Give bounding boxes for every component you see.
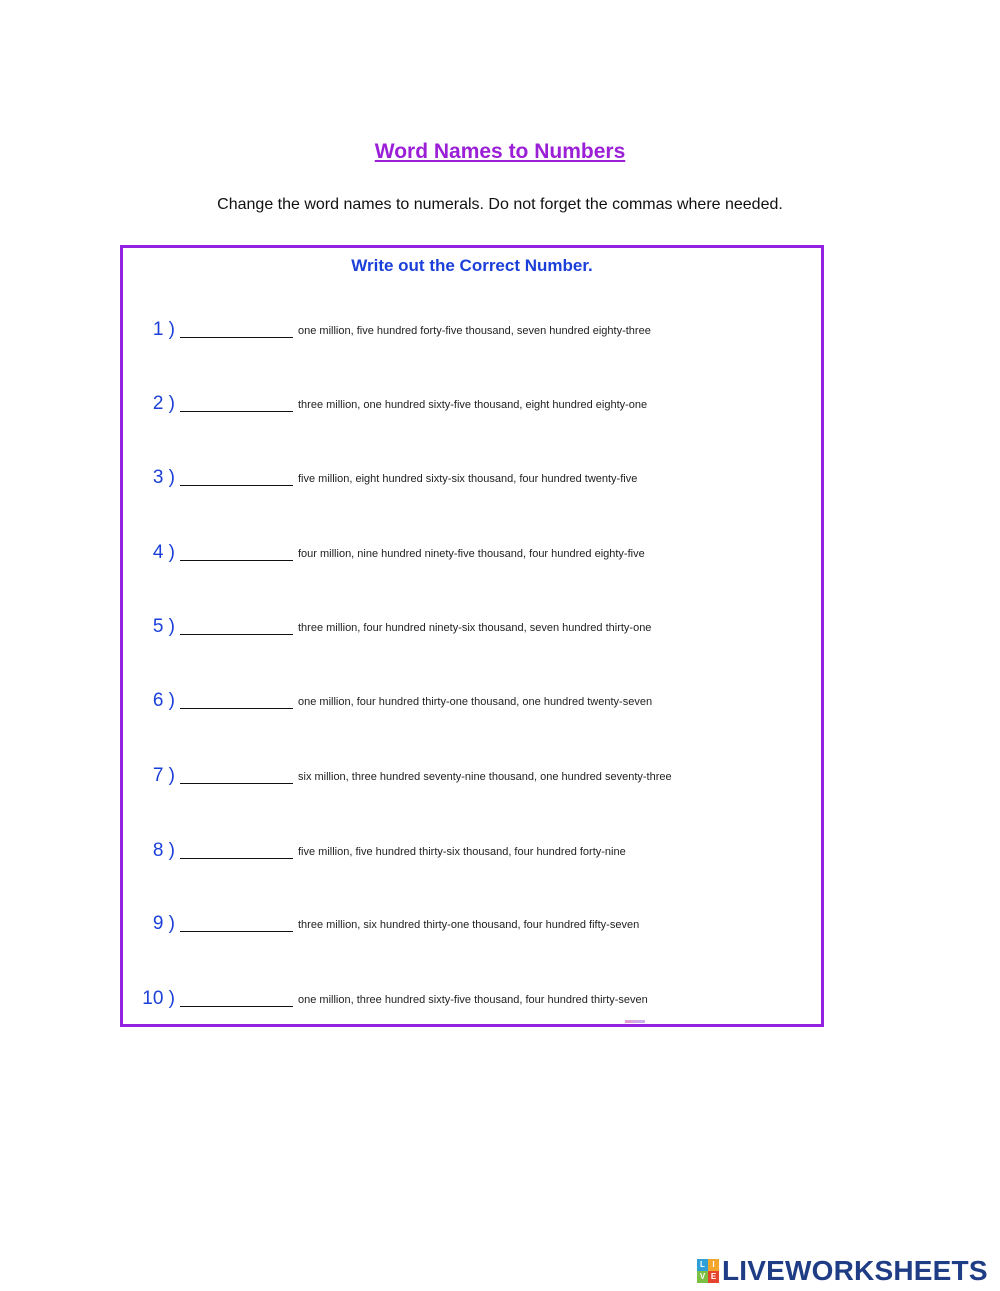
- problem-words: five million, five hundred thirty-six thousand, four hundred forty-nine: [298, 846, 626, 858]
- problem-number: 3 ): [152, 467, 175, 488]
- logo-block-i: I: [708, 1259, 719, 1271]
- problem-words: one million, three hundred sixty-five thousand, four hundred thirty-seven: [298, 994, 648, 1006]
- answer-line: [180, 708, 293, 709]
- answer-line: [180, 634, 293, 635]
- answer-line: [180, 1006, 293, 1007]
- answer-input-9[interactable]: [180, 913, 293, 932]
- worksheet-heading: Write out the Correct Number.: [351, 256, 593, 275]
- answer-input-6[interactable]: [180, 690, 293, 709]
- problem-words: three million, four hundred ninety-six thousand, seven hundred thirty-one: [298, 622, 652, 634]
- page-title: Word Names to Numbers: [374, 140, 626, 163]
- answer-input-8[interactable]: [180, 840, 293, 859]
- problem-words: three million, six hundred thirty-one thousand, four hundred fifty-seven: [298, 919, 640, 931]
- answer-line: [180, 858, 293, 859]
- logo-block-e: E: [708, 1271, 719, 1283]
- problem-words: four million, nine hundred ninety-five thousand, four hundred eighty-five: [298, 548, 645, 560]
- problem-number: 10 ): [142, 988, 175, 1009]
- problem-number: 2 ): [152, 393, 175, 414]
- problem-1: [123, 319, 821, 343]
- problem-6: [123, 690, 821, 714]
- answer-input-7[interactable]: [180, 765, 293, 784]
- logo-block-l: L: [697, 1259, 708, 1271]
- problem-words: six million, three hundred seventy-nine thousand, one hundred seventy-three: [298, 771, 672, 783]
- problem-number: 9 ): [152, 913, 175, 934]
- problem-3: [123, 467, 821, 491]
- answer-input-5[interactable]: [180, 616, 293, 635]
- answer-input-10[interactable]: [180, 988, 293, 1007]
- logo-block-v: V: [697, 1271, 708, 1283]
- problem-number: 5 ): [152, 616, 175, 637]
- problem-9: [123, 913, 821, 937]
- brand-name: LIVEWORKSHEETS: [722, 1255, 988, 1286]
- answer-input-2[interactable]: [180, 393, 293, 412]
- liveworksheets-brand[interactable]: [697, 1256, 988, 1286]
- answer-line: [180, 411, 293, 412]
- problem-5: [123, 616, 821, 640]
- problem-words: one million, four hundred thirty-one thousand, one hundred twenty-seven: [298, 696, 653, 708]
- problem-number: 7 ): [152, 765, 175, 786]
- problem-number: 6 ): [152, 690, 175, 711]
- liveworksheets-logo-icon: [697, 1259, 719, 1283]
- answer-line: [180, 931, 293, 932]
- problem-number: 1 ): [152, 319, 175, 340]
- problem-words: five million, eight hundred sixty-six thousand, four hundred twenty-five: [298, 473, 638, 485]
- problem-7: [123, 765, 821, 789]
- decorative-mark: [625, 1020, 645, 1023]
- answer-line: [180, 783, 293, 784]
- problem-10: [123, 988, 821, 1012]
- answer-line: [180, 485, 293, 486]
- worksheet-box: [120, 245, 824, 1027]
- answer-input-4[interactable]: [180, 542, 293, 561]
- problem-2: [123, 393, 821, 417]
- problem-words: one million, five hundred forty-five thousand, seven hundred eighty-three: [298, 325, 651, 337]
- problem-8: [123, 840, 821, 864]
- problem-words: three million, one hundred sixty-five thousand, eight hundred eighty-one: [298, 399, 648, 411]
- problem-number: 4 ): [152, 542, 175, 563]
- answer-input-1[interactable]: [180, 319, 293, 338]
- problem-number: 8 ): [152, 840, 175, 861]
- problem-4: [123, 542, 821, 566]
- answer-line: [180, 337, 293, 338]
- instructions-text: Change the word names to numerals. Do not forget the commas where needed.: [217, 196, 783, 213]
- answer-line: [180, 560, 293, 561]
- answer-input-3[interactable]: [180, 467, 293, 486]
